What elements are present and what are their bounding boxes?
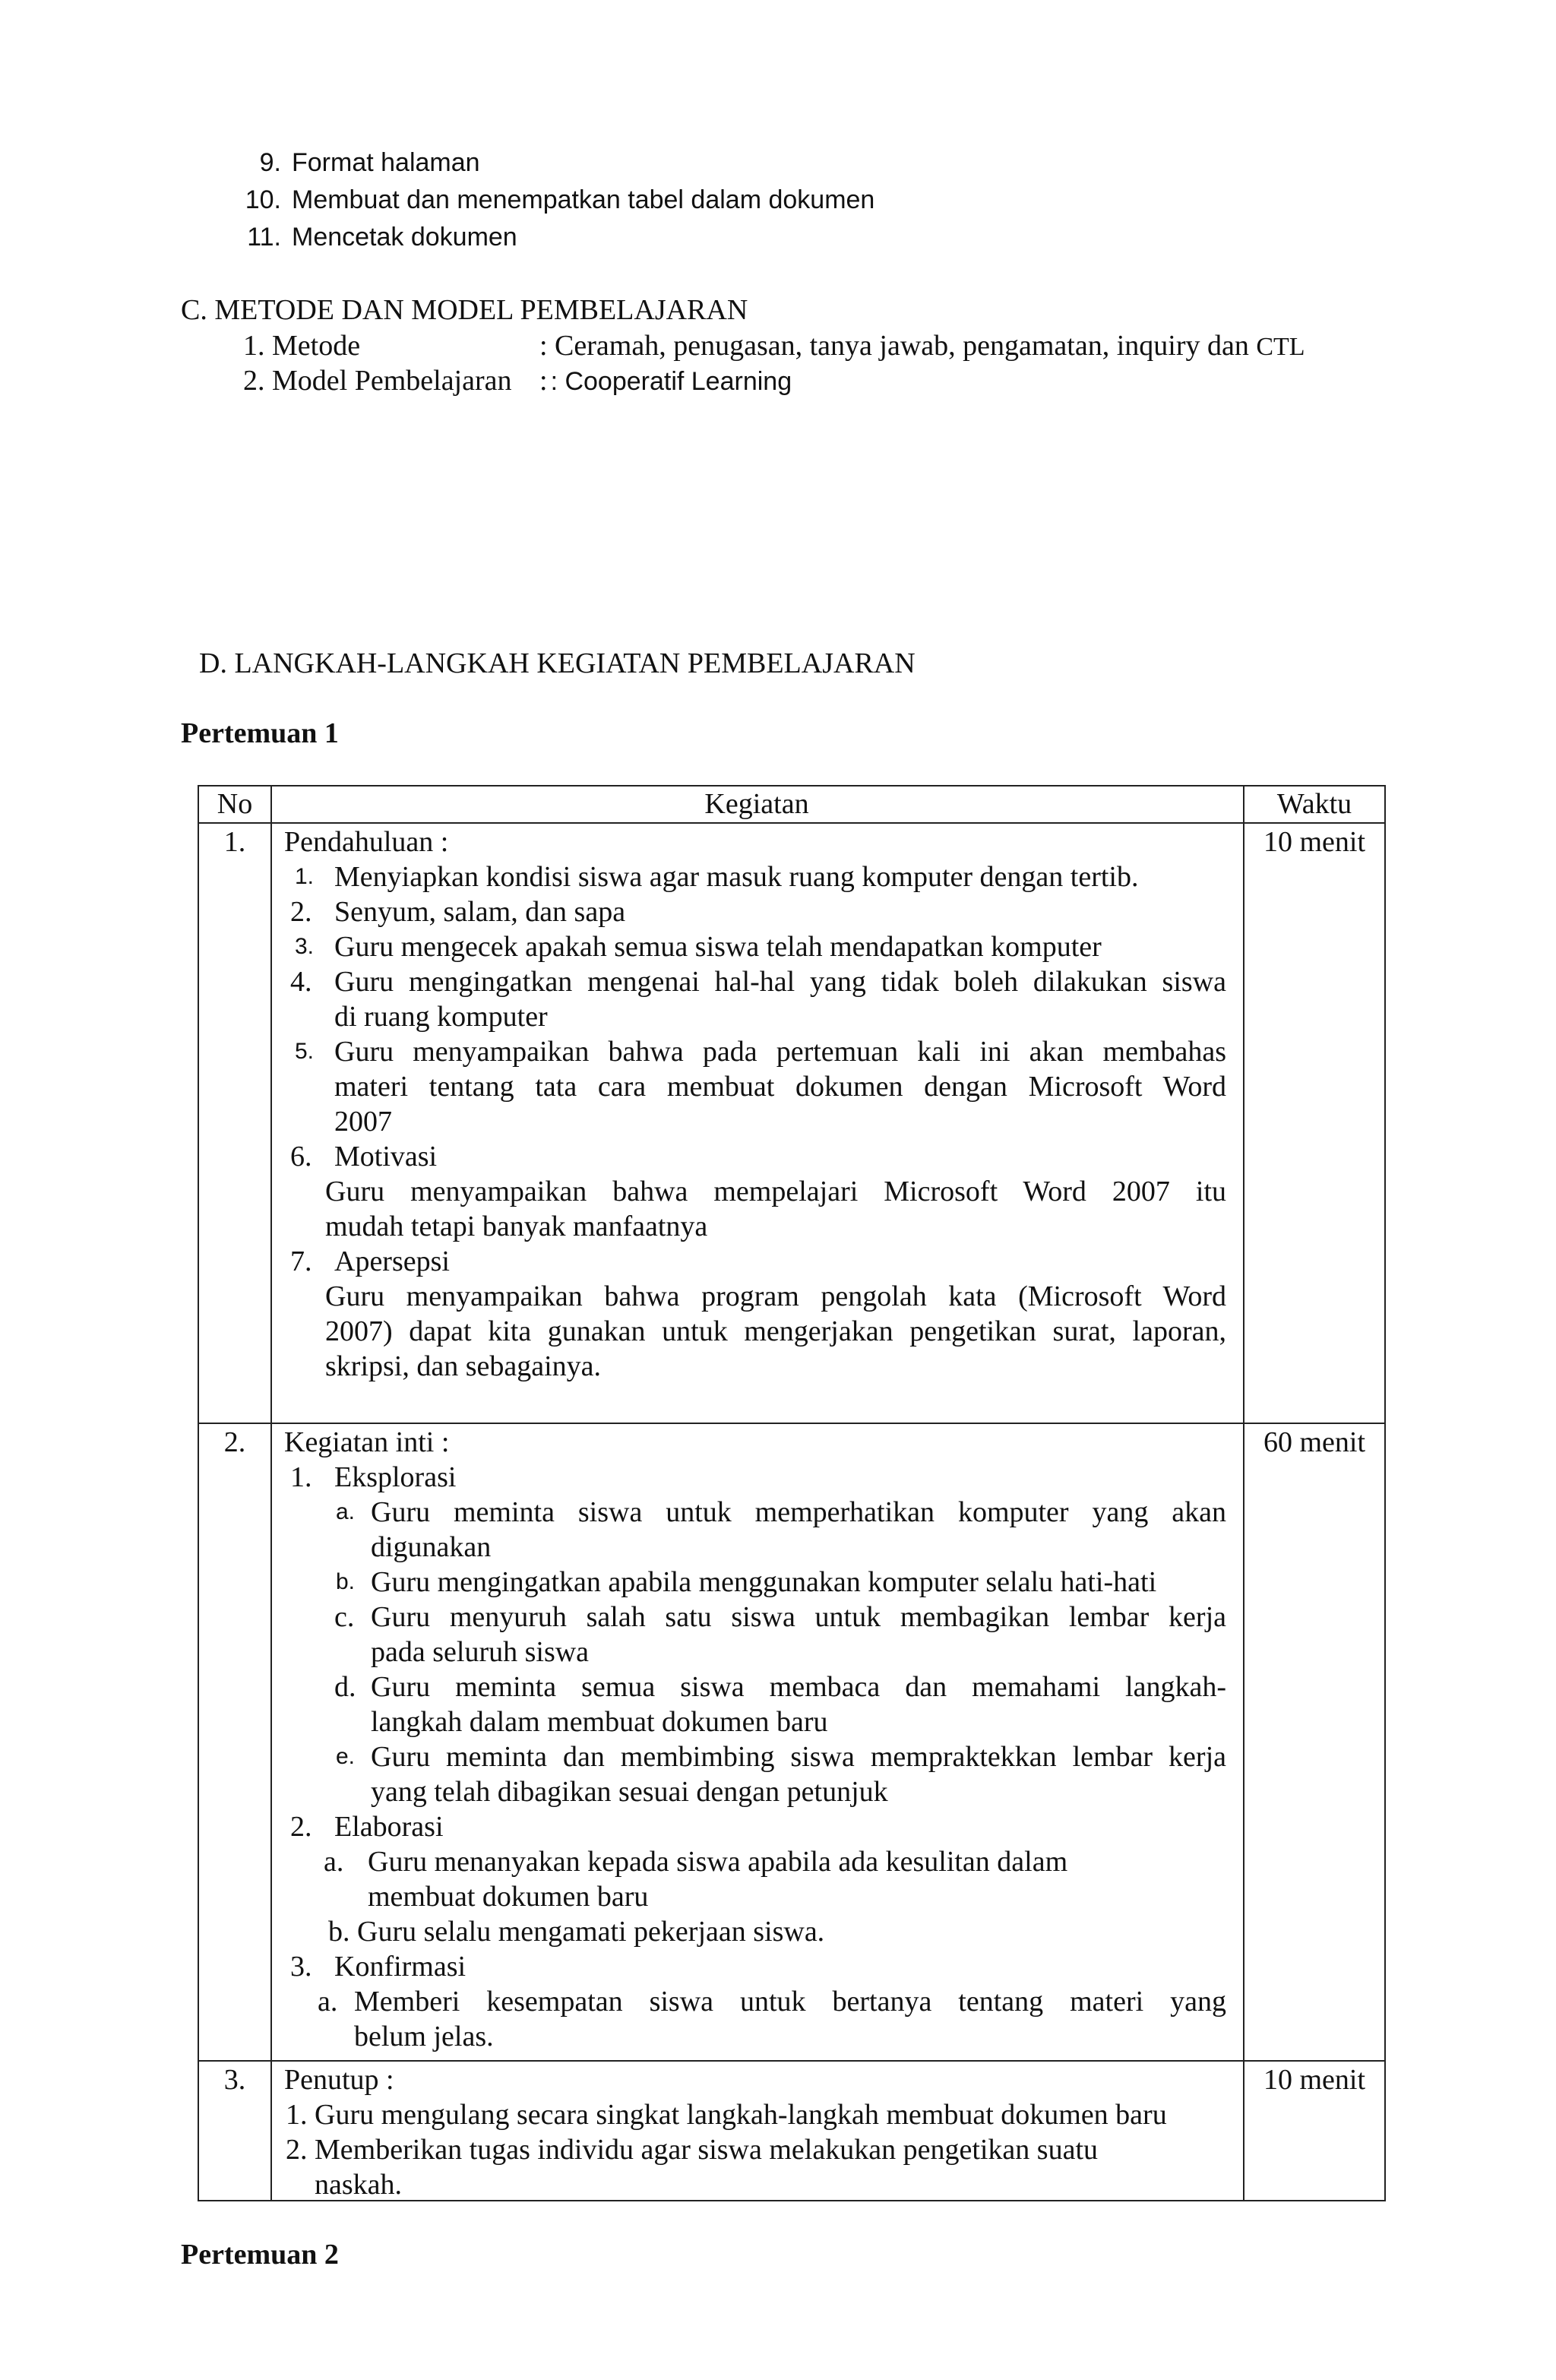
list-item-text: langkah dalam membuat dokumen baru xyxy=(371,1706,828,1738)
list-item-mark: d. xyxy=(334,1671,356,1703)
list-item-mark: c. xyxy=(334,1601,355,1633)
list-item xyxy=(284,964,1226,1034)
model-label: 2. Model Pembelajaran xyxy=(243,365,512,397)
model-value-text: : Cooperatif Learning xyxy=(550,367,792,396)
list-item-paragraph xyxy=(284,1279,1226,1384)
list-item-number: 11. xyxy=(247,223,281,252)
list-item-number: 9. xyxy=(259,148,281,177)
list-item-number: 2. xyxy=(286,2134,308,2166)
list-item-text: Guru mengingatkan mengenai hal-hal yang tidak boleh dilakukan siswa xyxy=(334,966,1226,998)
list-item xyxy=(228,219,874,256)
row-divider xyxy=(199,2060,1384,2062)
row-activity xyxy=(284,2062,1226,2202)
paragraph-line: skripsi, dan sebagainya. xyxy=(325,1350,602,1382)
list-item xyxy=(284,1034,1226,1139)
list-item-number: 5. xyxy=(295,1039,315,1064)
list-item-text: Guru selalu mengamati pekerjaan siswa. xyxy=(357,1916,825,1948)
column-divider xyxy=(270,786,272,2200)
list-item-text: naskah. xyxy=(315,2169,403,2201)
list-item-number: 3. xyxy=(295,934,315,959)
section-d-heading: D. LANGKAH-LANGKAH KEGIATAN PEMBELAJARAN xyxy=(199,647,916,679)
meeting-1-title: Pertemuan 1 xyxy=(181,717,339,749)
model-value: : : Cooperatif Learning xyxy=(539,365,792,397)
list-item-text: 2007 xyxy=(334,1106,392,1138)
list-item xyxy=(228,144,874,182)
list-item-text: Guru meminta siswa untuk memperhatikan komputer yang akan xyxy=(371,1496,1226,1528)
list-item-mark: e. xyxy=(336,1744,356,1769)
list-item-number: 2. xyxy=(290,896,312,928)
list-item-text: di ruang komputer xyxy=(334,1001,548,1033)
material-list xyxy=(228,144,874,256)
list-item xyxy=(284,1914,1226,1949)
row-divider xyxy=(199,1423,1384,1424)
list-item-text: Guru menanyakan kepada siswa apabila ada kesulitan dalam xyxy=(368,1846,1068,1878)
list-item-text: Mencetak dokumen xyxy=(292,223,517,252)
list-item xyxy=(228,182,874,219)
header-time: Waktu xyxy=(1276,788,1352,820)
activity-title: Pendahuluan : xyxy=(284,826,449,858)
list-item-text: Motivasi xyxy=(334,1141,438,1173)
section-c-heading: C. METODE DAN MODEL PEMBELAJARAN xyxy=(181,294,748,326)
paragraph-line: 2007) dapat kita gunakan untuk mengerjakan pengetikan surat, laporan, xyxy=(325,1315,1226,1347)
row-activity xyxy=(284,824,1226,1384)
row-activity xyxy=(284,1425,1226,2054)
list-item-text: Guru menyampaikan bahwa pada pertemuan kali ini akan membahas xyxy=(334,1036,1226,1068)
list-item-paragraph xyxy=(284,1174,1226,1244)
group-label: Eksplorasi xyxy=(334,1461,457,1493)
list-item-number: 1. xyxy=(295,864,315,889)
activity-group xyxy=(284,1809,1226,1844)
list-item-number: 6. xyxy=(290,1141,312,1173)
list-item xyxy=(284,859,1226,894)
list-item-text: Guru menyuruh salah satu siswa untuk membagikan lembar kerja xyxy=(371,1601,1226,1633)
row-number: 3. xyxy=(223,2064,246,2096)
group-number: 2. xyxy=(290,1811,312,1843)
list-item-text: Guru mengingatkan apabila menggunakan komputer selalu hati-hati xyxy=(371,1566,1157,1598)
list-item-text: Memberi kesempatan siswa untuk bertanya tentang materi yang xyxy=(354,1986,1226,2018)
activity-title: Penutup : xyxy=(284,2064,394,2096)
list-item xyxy=(284,1600,1226,1669)
list-item-mark: a. xyxy=(324,1846,344,1878)
list-item xyxy=(284,2097,1226,2132)
paragraph-line: Guru menyampaikan bahwa mempelajari Microsoft Word 2007 itu xyxy=(325,1176,1226,1207)
activity-group xyxy=(284,1949,1226,1984)
activity-group xyxy=(284,1460,1226,1495)
list-item xyxy=(284,929,1226,964)
list-item-text: Format halaman xyxy=(292,148,480,177)
list-item xyxy=(284,1244,1226,1279)
list-item-text: Guru mengulang secara singkat langkah-langkah membuat dokumen baru xyxy=(315,2099,1167,2131)
list-item xyxy=(284,2132,1226,2202)
row-number: 1. xyxy=(223,826,246,858)
list-item-text: Guru mengecek apakah semua siswa telah mendapatkan komputer xyxy=(334,931,1102,963)
activity-title: Kegiatan inti : xyxy=(284,1426,450,1458)
method-value xyxy=(539,328,1305,365)
activity-table xyxy=(198,785,1386,2201)
header-activity: Kegiatan xyxy=(704,788,809,820)
list-item xyxy=(284,1844,1226,1914)
list-item-text: Guru meminta dan membimbing siswa mempraktekkan lembar kerja xyxy=(371,1741,1226,1773)
list-item-text: Apersepsi xyxy=(334,1245,450,1277)
row-number: 2. xyxy=(223,1426,246,1458)
list-item-text: Memberikan tugas individu agar siswa melakukan pengetikan suatu xyxy=(315,2134,1099,2166)
paragraph-line: Guru menyampaikan bahwa program pengolah kata (Microsoft Word xyxy=(325,1280,1226,1312)
group-label: Elaborasi xyxy=(334,1811,444,1843)
method-value-text: : Ceramah, penugasan, tanya jawab, pengamatan, inquiry dan xyxy=(539,330,1249,362)
list-item-text: belum jelas. xyxy=(354,2021,494,2052)
row-divider xyxy=(199,822,1384,824)
list-item-text: membuat dokumen baru xyxy=(368,1881,649,1913)
list-item xyxy=(284,1139,1226,1174)
list-item xyxy=(284,894,1226,929)
list-item-text: Guru meminta semua siswa membaca dan memahami langkah- xyxy=(371,1671,1226,1703)
column-divider xyxy=(1243,786,1244,2200)
meeting-2-title: Pertemuan 2 xyxy=(181,2239,339,2271)
list-item-number: 1. xyxy=(286,2099,308,2131)
row-time: 60 menit xyxy=(1263,1426,1366,1458)
row-time: 10 menit xyxy=(1263,826,1366,858)
group-number: 1. xyxy=(290,1461,312,1493)
list-item-text: Membuat dan menempatkan tabel dalam dokumen xyxy=(292,185,875,214)
paragraph-line: mudah tetapi banyak manfaatnya xyxy=(325,1211,708,1242)
list-item xyxy=(284,1739,1226,1809)
method-value-extra: CTL xyxy=(1256,333,1305,361)
list-item-text: Senyum, salam, dan sapa xyxy=(334,896,626,928)
list-item xyxy=(284,1495,1226,1565)
list-item-number: 4. xyxy=(290,966,312,998)
list-item-mark: b. xyxy=(336,1569,356,1594)
list-item-number: 7. xyxy=(290,1245,312,1277)
list-item-mark: b. xyxy=(328,1916,350,1948)
list-item-text: pada seluruh siswa xyxy=(371,1636,590,1668)
list-item-text: yang telah dibagikan sesuai dengan petunjuk xyxy=(371,1776,888,1808)
list-item xyxy=(284,1565,1226,1600)
list-item-text: materi tentang tata cara membuat dokumen dengan Microsoft Word xyxy=(334,1071,1226,1103)
list-item-text: digunakan xyxy=(371,1531,492,1563)
group-number: 3. xyxy=(290,1951,312,1983)
list-item-mark: a. xyxy=(336,1499,356,1524)
list-item xyxy=(284,1669,1226,1739)
row-time: 10 menit xyxy=(1263,2064,1366,2096)
list-item xyxy=(284,1984,1226,2054)
list-item-number: 10. xyxy=(245,185,281,214)
group-label: Konfirmasi xyxy=(334,1951,466,1983)
list-item-mark: a. xyxy=(318,1986,338,2018)
header-no: No xyxy=(217,788,253,820)
method-label: 1. Metode xyxy=(243,330,361,362)
list-item-text: Menyiapkan kondisi siswa agar masuk ruang komputer dengan tertib. xyxy=(334,861,1139,893)
